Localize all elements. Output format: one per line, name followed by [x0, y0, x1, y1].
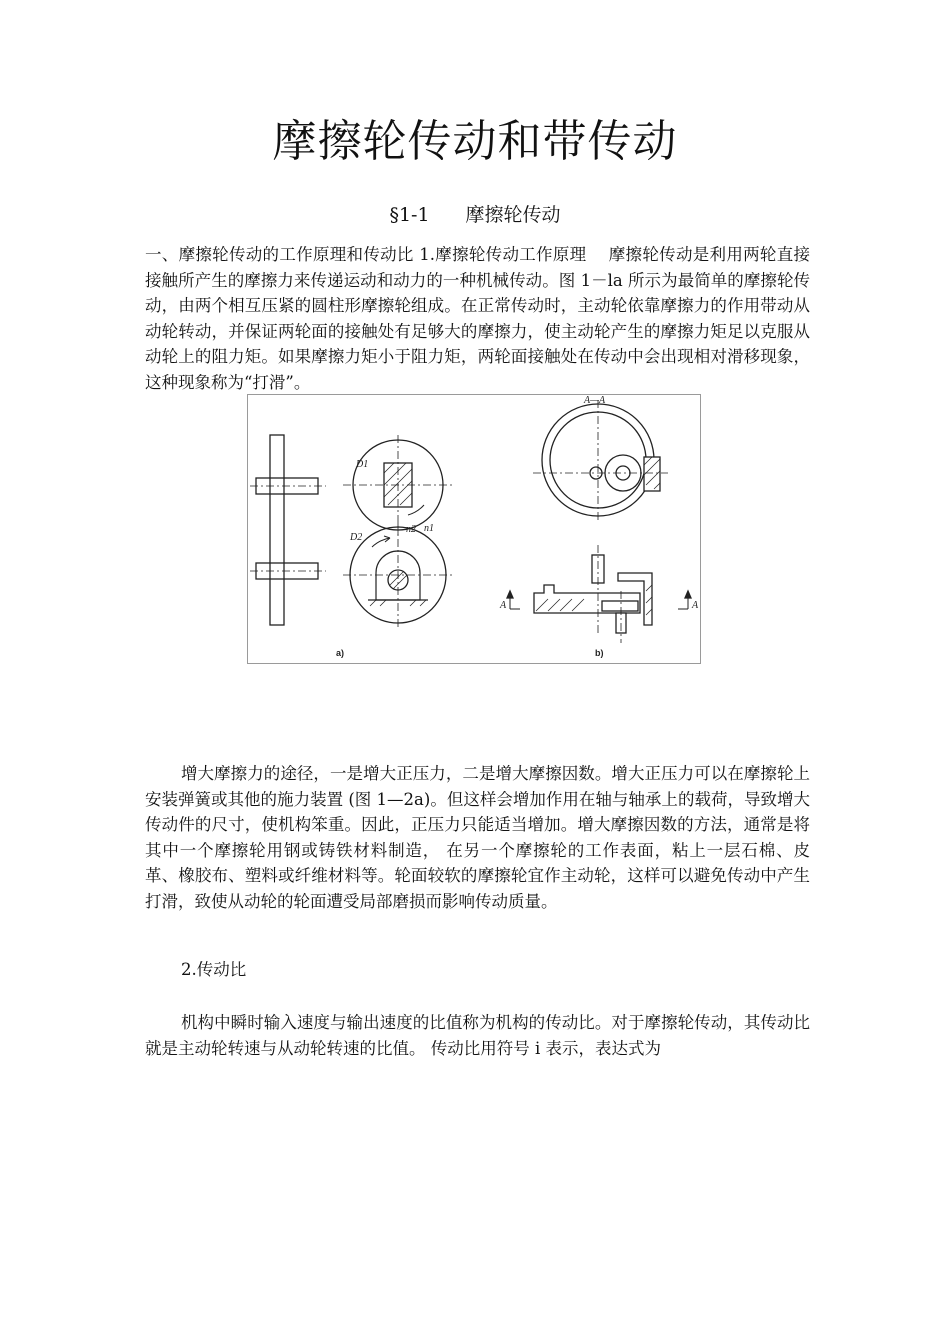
document-title: 摩擦轮传动和带传动 — [272, 116, 678, 167]
spring-block — [644, 457, 660, 491]
label-figure-b: b) — [595, 648, 604, 658]
figure-friction-wheel — [247, 394, 701, 664]
label-d2: D2 — [350, 532, 363, 543]
figure-drawing — [248, 395, 700, 663]
heading-transmission-ratio: 2.传动比 — [181, 960, 247, 979]
label-section-aa: A—A — [584, 395, 606, 406]
label-n2: n2 — [406, 524, 416, 535]
side-plate — [270, 435, 284, 625]
section-number: §1-1 — [389, 204, 430, 226]
label-figure-a: a) — [336, 648, 345, 658]
label-n1: n1 — [424, 523, 434, 534]
section-title: 摩擦轮传动 — [465, 204, 561, 226]
section-heading — [0, 200, 950, 227]
label-d1: D1 — [356, 459, 369, 470]
paragraph-transmission-ratio: 机构中瞬时输入速度与输出速度的比值称为机构的传动比。对于摩擦轮传动，其传动比就是主动轮转速与从动轮转速的比值。 传动比用符号 i 表示，表达式为 — [145, 1013, 810, 1058]
label-a-left: A — [500, 600, 507, 611]
paragraph-increase-friction: 增大摩擦力的途径，一是增大正压力，二是增大摩擦因数。增大正压力可以在摩擦轮上安装弹簧或其他的施力装置 (图 1—2a)。但这样会增加作用在轴与轴承上的载荷，导致增大传动件的尺寸，使机构笨重。因此，正压力只能适当增加。增大摩擦因数的方法，通常是将其中一个摩擦轮用钢或铸铁材料制造， 在另一个摩擦轮的工作表面，粘上一层石棉、皮革、橡胶布、塑料或纤维材料等。轮面较软的摩擦轮宜作主动轮，这样可以避免传动中产生打滑，致使从动轮的轮面遭受局部磨损而影响传动质量。 — [145, 764, 810, 911]
label-a-right: A — [692, 600, 699, 611]
paragraph-working-principle: 一、摩擦轮传动的工作原理和传动比 1.摩擦轮传动工作原理 摩擦轮传动是利用两轮直接接触所产生的摩擦力来传递运动和动力的一种机械传动。图 1－la 所示为最简单的摩擦轮传动，由两个相互压紧的圆柱形摩擦轮组成。在正常传动时，主动轮依靠摩擦力的作用带动从动轮转动，并保证两轮面的接触处有足够大的摩擦力，使主动轮产生的摩擦力矩足以克服从动轮上的阻力矩。如果摩擦力矩小于阻力矩，两轮面接触处在传动中会出现相对滑移现象，这种现象称为“打滑”。 — [145, 245, 810, 392]
